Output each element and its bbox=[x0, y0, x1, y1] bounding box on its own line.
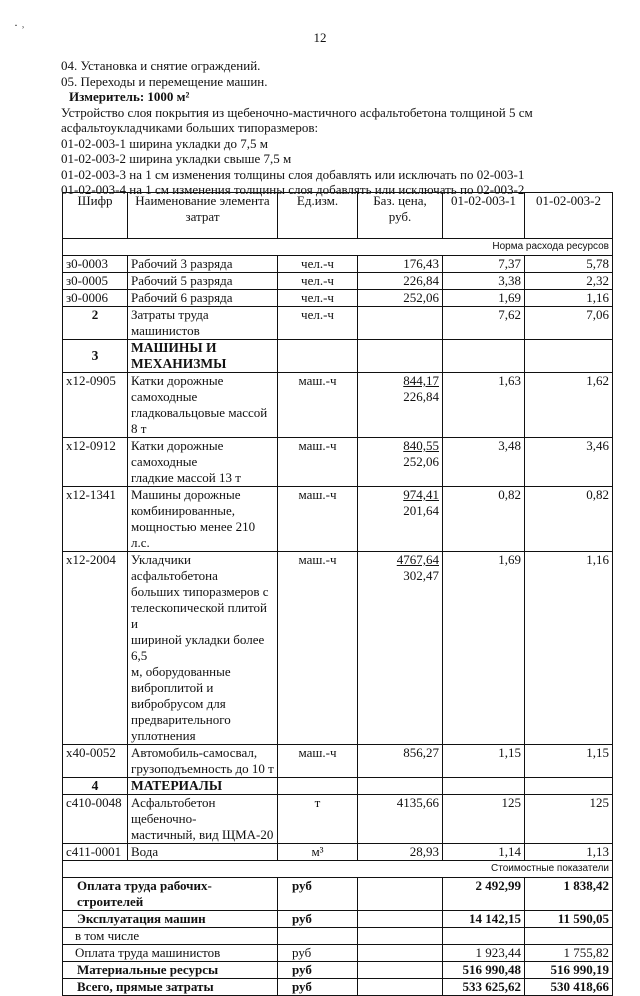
norm-col1: 7,62 bbox=[443, 307, 525, 340]
norm-col2: 1,13 bbox=[525, 844, 613, 861]
norm-col1: 1,69 bbox=[443, 552, 525, 745]
resource-unit: т bbox=[278, 795, 358, 844]
resource-unit: м³ bbox=[278, 844, 358, 861]
table-row bbox=[63, 844, 613, 861]
document-intro bbox=[61, 58, 631, 198]
total-col1: 1 923,44 bbox=[443, 945, 525, 962]
section-row bbox=[63, 340, 613, 373]
name-line: Укладчики асфальтобетона bbox=[131, 552, 218, 583]
empty-cell bbox=[358, 878, 443, 911]
empty-cell bbox=[358, 945, 443, 962]
norm-col1: 1,63 bbox=[443, 373, 525, 438]
name-line: уплотнения bbox=[131, 728, 196, 743]
operator-wage: 252,06 bbox=[403, 454, 439, 469]
name-line: больших типоразмеров с bbox=[131, 584, 269, 599]
code-line: 01-02-003-2 ширина укладки свыше 7,5 м bbox=[61, 151, 292, 166]
norm-subheader-row bbox=[63, 239, 613, 256]
name-line: комбинированные, bbox=[131, 503, 236, 518]
resource-code: х12-0912 bbox=[63, 438, 128, 487]
resource-name bbox=[128, 552, 278, 745]
description-line: Устройство слоя покрытия из щебеночно-мастичного асфальтобетона толщиной 5 см bbox=[61, 104, 533, 120]
total-unit bbox=[278, 928, 358, 945]
name-line: м, оборудованные bbox=[131, 664, 231, 679]
total-row bbox=[63, 911, 613, 928]
empty-cell bbox=[358, 307, 443, 340]
norm-col1: 0,82 bbox=[443, 487, 525, 552]
base-price: 4135,66 bbox=[358, 795, 443, 844]
norm-col1: 125 bbox=[443, 795, 525, 844]
section-number: 4 bbox=[63, 778, 128, 795]
empty-cell bbox=[443, 778, 525, 795]
base-price bbox=[358, 373, 443, 438]
resource-name bbox=[128, 373, 278, 438]
description-line: асфальтоукладчиками больших типоразмеров: bbox=[61, 120, 319, 135]
header-col2: 01-02-003-2 bbox=[525, 193, 613, 239]
total-unit: руб bbox=[278, 945, 358, 962]
resource-name bbox=[128, 487, 278, 552]
norm-col2: 0,82 bbox=[525, 487, 613, 552]
total-unit: руб bbox=[278, 962, 358, 979]
machine-price: 840,55 bbox=[403, 438, 439, 453]
operator-wage: 302,47 bbox=[403, 568, 439, 583]
name-line: гладковальцовые массой 8 т bbox=[131, 405, 268, 436]
resource-code: с410-0048 bbox=[63, 795, 128, 844]
total-name: Материальные ресурсы bbox=[63, 962, 278, 979]
name-line: гладкие массой 13 т bbox=[131, 470, 241, 485]
resource-unit: маш.-ч bbox=[278, 438, 358, 487]
empty-cell bbox=[358, 928, 443, 945]
name-line: грузоподъемность до 10 т bbox=[131, 761, 274, 776]
resource-name bbox=[128, 438, 278, 487]
base-price: 226,84 bbox=[358, 273, 443, 290]
empty-cell bbox=[358, 778, 443, 795]
total-col2: 1 755,82 bbox=[525, 945, 613, 962]
operator-wage: 201,64 bbox=[403, 503, 439, 518]
total-name: Всего, прямые затраты bbox=[63, 979, 278, 996]
total-unit: руб bbox=[278, 878, 358, 911]
base-price: 28,93 bbox=[358, 844, 443, 861]
total-col1: 533 625,62 bbox=[443, 979, 525, 996]
table-row bbox=[63, 290, 613, 307]
table-row bbox=[63, 552, 613, 745]
norm-col2: 1,15 bbox=[525, 745, 613, 778]
norm-col2: 2,32 bbox=[525, 273, 613, 290]
empty-cell bbox=[443, 340, 525, 373]
total-row bbox=[63, 962, 613, 979]
total-col2: 11 590,05 bbox=[525, 911, 613, 928]
total-unit: руб bbox=[278, 979, 358, 996]
resource-unit: чел.-ч bbox=[278, 290, 358, 307]
work-item-line: 04. Установка и снятие ограждений. bbox=[61, 58, 261, 73]
name-line: Катки дорожные самоходные bbox=[131, 438, 224, 469]
total-unit: руб bbox=[278, 911, 358, 928]
total-col2: 530 418,66 bbox=[525, 979, 613, 996]
name-line: Катки дорожные самоходные bbox=[131, 373, 224, 404]
empty-cell bbox=[278, 340, 358, 373]
empty-cell bbox=[358, 911, 443, 928]
resource-unit: маш.-ч bbox=[278, 487, 358, 552]
empty-cell bbox=[358, 340, 443, 373]
empty-cell bbox=[525, 778, 613, 795]
resource-unit: чел.-ч bbox=[278, 256, 358, 273]
norm-col2: 5,78 bbox=[525, 256, 613, 273]
code-line: 01-02-003-3 на 1 см изменения толщины слоя добавлять или исключать по 02-003-1 bbox=[61, 166, 525, 182]
resource-name bbox=[128, 795, 278, 844]
header-price: Баз. цена, руб. bbox=[358, 193, 443, 239]
machine-price: 4767,64 bbox=[396, 552, 439, 567]
scan-corner-marks: · ˒ bbox=[14, 18, 25, 32]
total-row bbox=[63, 945, 613, 962]
resource-name: Рабочий 5 разряда bbox=[128, 273, 278, 290]
total-col2: 516 990,19 bbox=[525, 962, 613, 979]
name-line: виброплитой и bbox=[131, 680, 214, 695]
norm-col1: 1,15 bbox=[443, 745, 525, 778]
table-row bbox=[63, 373, 613, 438]
total-row bbox=[63, 878, 613, 911]
norm-col1: 3,38 bbox=[443, 273, 525, 290]
resource-code: х40-0052 bbox=[63, 745, 128, 778]
base-price: 252,06 bbox=[358, 290, 443, 307]
section-name: МАТЕРИАЛЫ bbox=[128, 778, 278, 795]
base-price bbox=[358, 438, 443, 487]
section-name: Затраты труда машинистов bbox=[128, 307, 278, 340]
name-line: телескопической плитой и bbox=[131, 600, 268, 631]
base-price: 856,27 bbox=[358, 745, 443, 778]
table-row bbox=[63, 487, 613, 552]
name-line: Асфальтобетон щебеночно- bbox=[131, 795, 216, 826]
base-price bbox=[358, 487, 443, 552]
measure-line: Измеритель: 1000 м² bbox=[69, 89, 190, 104]
header-name: Наименование элемента затрат bbox=[128, 193, 278, 239]
resource-unit: маш.-ч bbox=[278, 552, 358, 745]
resource-table bbox=[62, 192, 613, 996]
norm-col2: 1,16 bbox=[525, 290, 613, 307]
empty-cell bbox=[278, 778, 358, 795]
name-line: предварительного bbox=[131, 712, 231, 727]
norm-col2: 3,46 bbox=[525, 438, 613, 487]
total-name: Эксплуатация машин bbox=[63, 911, 278, 928]
section-number: 3 bbox=[63, 340, 128, 373]
norm-col2: 1,62 bbox=[525, 373, 613, 438]
empty-cell bbox=[358, 962, 443, 979]
total-col1: 2 492,99 bbox=[443, 878, 525, 911]
name-line: вибробрусом для bbox=[131, 696, 226, 711]
work-item-line: 05. Переходы и перемещение машин. bbox=[61, 73, 268, 89]
section-row bbox=[63, 307, 613, 340]
total-col2: 1 838,42 bbox=[525, 878, 613, 911]
header-col1: 01-02-003-1 bbox=[443, 193, 525, 239]
total-name: Оплата труда машинистов bbox=[63, 945, 278, 962]
cost-label: Стоимостные показатели bbox=[63, 861, 613, 878]
resource-name: Рабочий 3 разряда bbox=[128, 256, 278, 273]
code-line: 01-02-003-4 на 1 см изменения толщины слоя добавлять или исключать по 02-003-2 bbox=[61, 182, 525, 197]
resource-unit: маш.-ч bbox=[278, 745, 358, 778]
header-code: Шифр bbox=[63, 193, 128, 239]
name-line: мощностью менее 210 л.с. bbox=[131, 519, 256, 550]
total-col1: 516 990,48 bbox=[443, 962, 525, 979]
resource-code: х12-2004 bbox=[63, 552, 128, 745]
table-header-row bbox=[63, 193, 613, 239]
resource-unit: маш.-ч bbox=[278, 373, 358, 438]
table-row bbox=[63, 273, 613, 290]
section-name-line: МАШИНЫ И bbox=[131, 340, 217, 355]
resource-code: з0-0006 bbox=[63, 290, 128, 307]
name-line: мастичный, вид ЩМА-20 bbox=[131, 827, 274, 842]
norm-col1: 1,69 bbox=[443, 290, 525, 307]
name-line: шириной укладки более 6,5 bbox=[131, 632, 265, 663]
norm-col1: 7,37 bbox=[443, 256, 525, 273]
norm-col1: 1,14 bbox=[443, 844, 525, 861]
resource-code: х12-0905 bbox=[63, 373, 128, 438]
name-line: Машины дорожные bbox=[131, 487, 241, 502]
section-number: 2 bbox=[63, 307, 128, 340]
norm-col2: 125 bbox=[525, 795, 613, 844]
table-row bbox=[63, 745, 613, 778]
table-row bbox=[63, 256, 613, 273]
resource-name: Рабочий 6 разряда bbox=[128, 290, 278, 307]
section-name bbox=[128, 340, 278, 373]
base-price: 176,43 bbox=[358, 256, 443, 273]
total-row bbox=[63, 928, 613, 945]
norm-label: Норма расхода ресурсов bbox=[63, 239, 613, 256]
resource-name bbox=[128, 844, 278, 861]
norm-col1: 3,48 bbox=[443, 438, 525, 487]
resource-code: с411-0001 bbox=[63, 844, 128, 861]
code-line: 01-02-003-1 ширина укладки до 7,5 м bbox=[61, 135, 268, 151]
resource-name bbox=[128, 745, 278, 778]
header-unit: Ед.изм. bbox=[278, 193, 358, 239]
resource-unit: чел.-ч bbox=[278, 307, 358, 340]
total-col1: 14 142,15 bbox=[443, 911, 525, 928]
table-row bbox=[63, 795, 613, 844]
total-col2 bbox=[525, 928, 613, 945]
resource-code: х12-1341 bbox=[63, 487, 128, 552]
total-name: в том числе bbox=[63, 928, 278, 945]
name-line: Автомобиль-самосвал, bbox=[131, 745, 258, 760]
section-row bbox=[63, 778, 613, 795]
cost-subheader-row bbox=[63, 861, 613, 878]
empty-cell bbox=[525, 340, 613, 373]
name-line: Вода bbox=[131, 844, 159, 859]
total-col1 bbox=[443, 928, 525, 945]
resource-unit: чел.-ч bbox=[278, 273, 358, 290]
base-price bbox=[358, 552, 443, 745]
total-name: Оплата труда рабочих-строителей bbox=[63, 878, 278, 911]
table-row bbox=[63, 438, 613, 487]
norm-col2: 7,06 bbox=[525, 307, 613, 340]
section-name-line: МЕХАНИЗМЫ bbox=[131, 356, 227, 371]
machine-price: 844,17 bbox=[403, 373, 439, 388]
machine-price: 974,41 bbox=[403, 487, 439, 502]
total-row bbox=[63, 979, 613, 996]
resource-code: з0-0005 bbox=[63, 273, 128, 290]
norm-col2: 1,16 bbox=[525, 552, 613, 745]
empty-cell bbox=[358, 979, 443, 996]
resource-code: з0-0003 bbox=[63, 256, 128, 273]
operator-wage: 226,84 bbox=[403, 389, 439, 404]
page-number: 12 bbox=[313, 30, 327, 45]
